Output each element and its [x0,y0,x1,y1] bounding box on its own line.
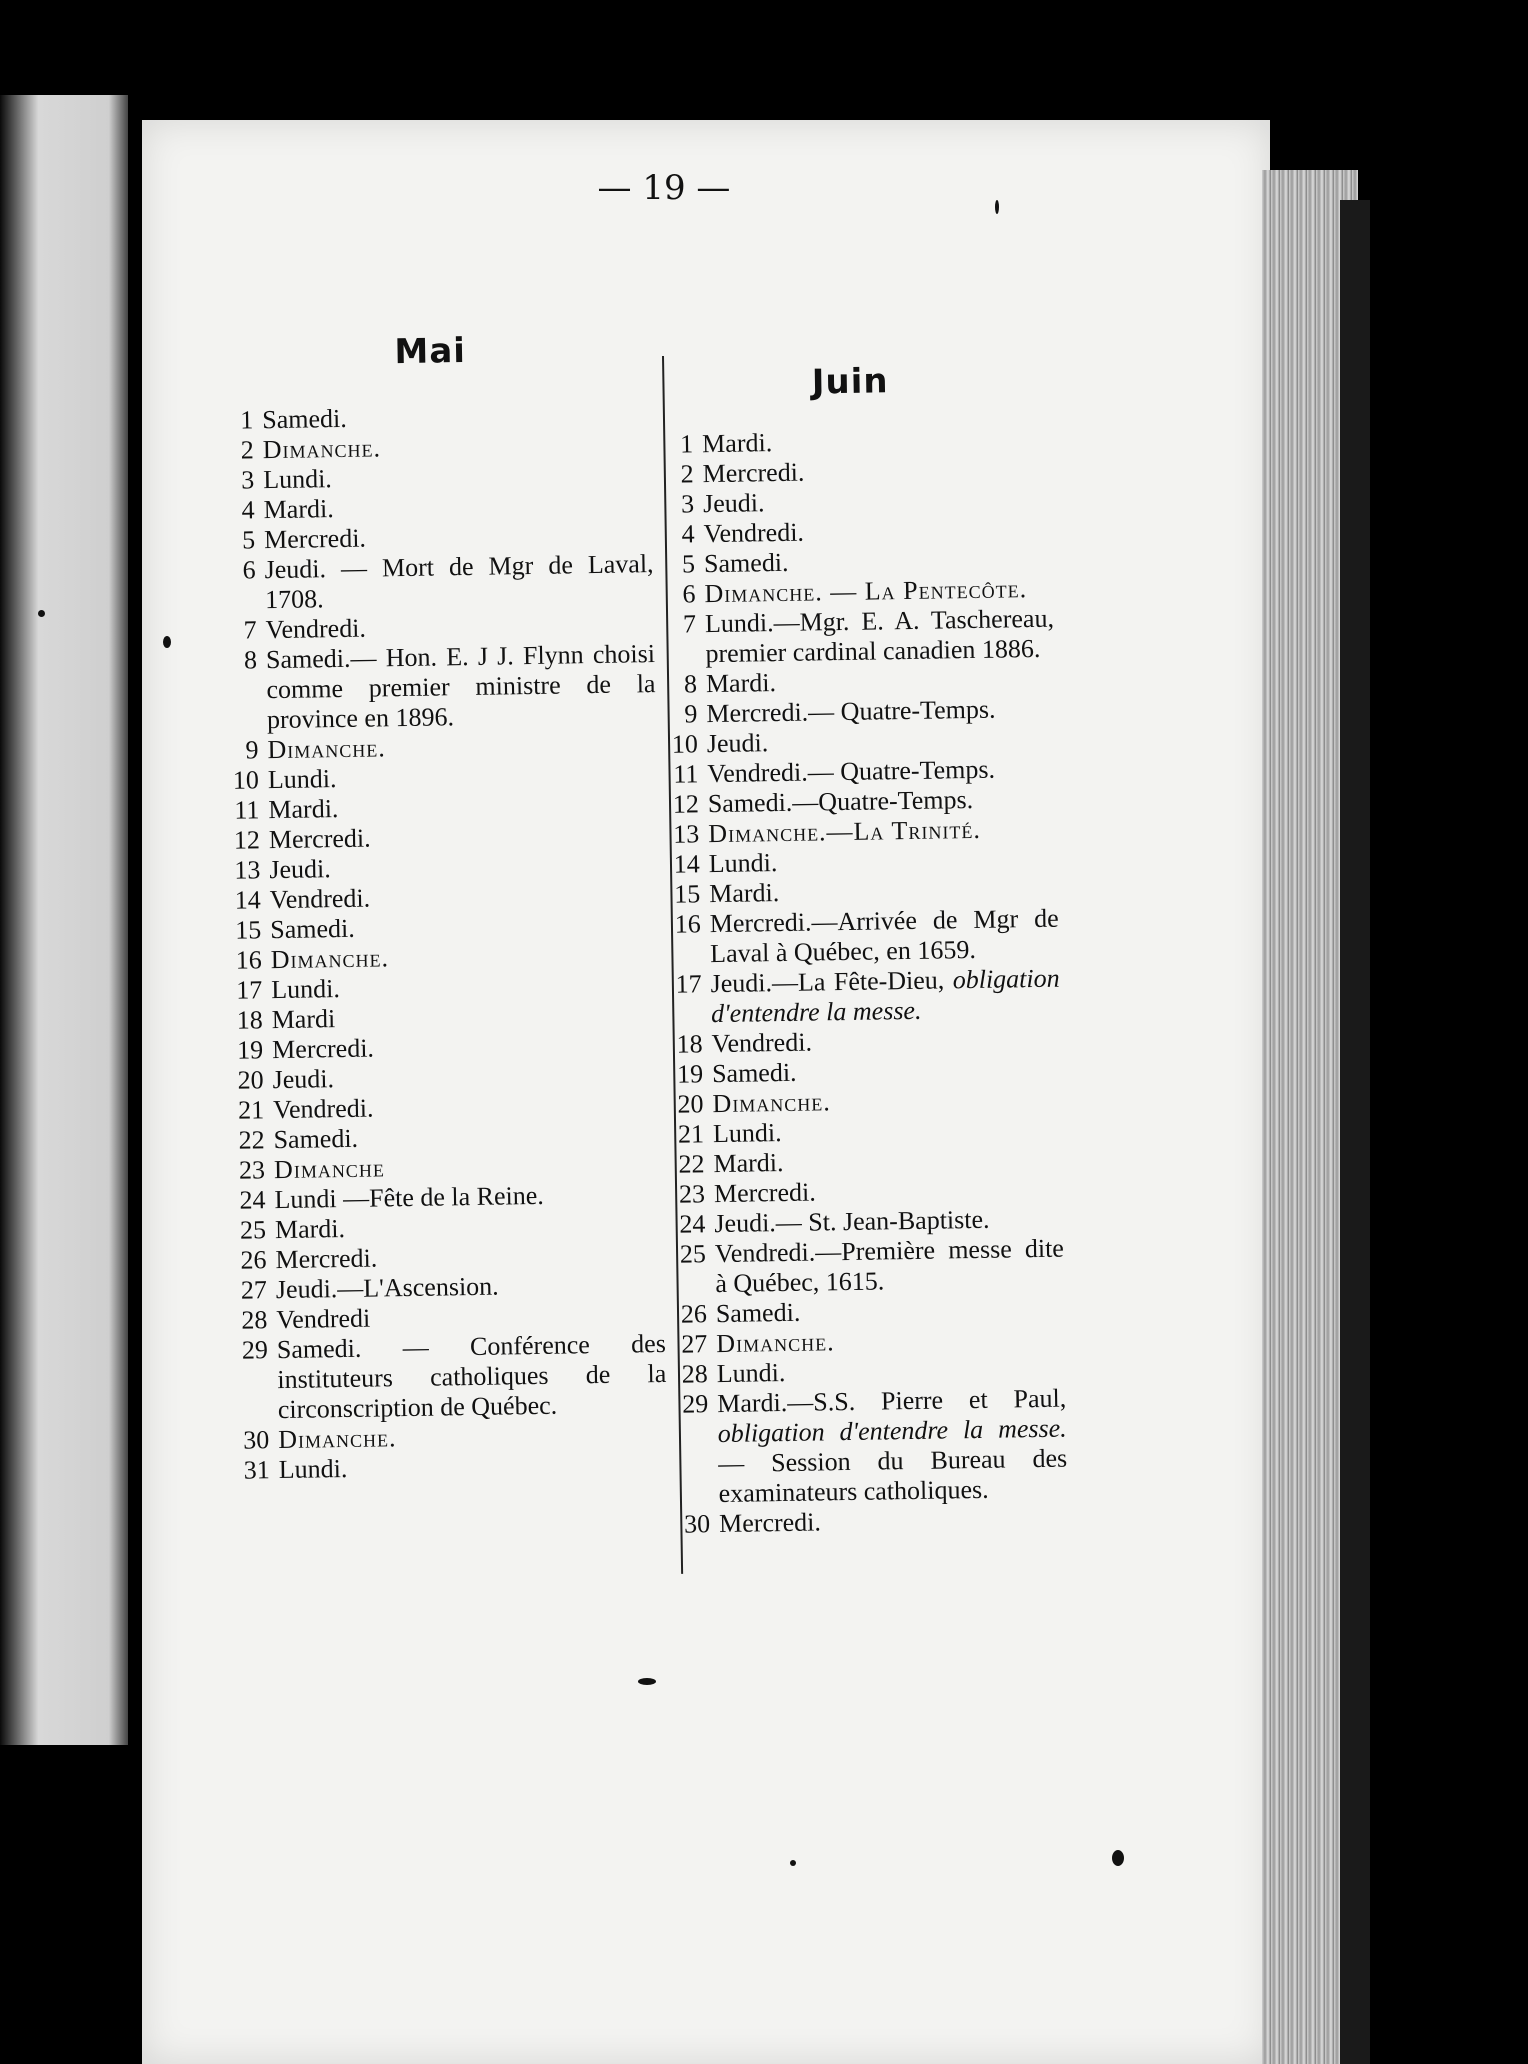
day-number: 5 [681,549,696,579]
day-label: Mardi. [709,878,780,909]
day-label: Dimanche. [262,433,382,465]
day-label: Dimanche [273,1153,386,1185]
day-label: Mardi. [274,1213,346,1245]
ink-speck [995,200,999,214]
day-number: 9 [684,699,698,729]
day-number: 22 [678,1149,705,1179]
mai-entry [226,1329,667,1426]
day-number: 28 [681,1359,709,1389]
day-label: Mercredi. [713,1177,816,1209]
day-number: 13 [673,819,700,849]
day-number: 31 [243,1455,270,1485]
day-number: 8 [683,669,698,699]
day-text [266,639,656,735]
day-number: 4 [241,495,255,525]
day-number: 22 [238,1125,265,1155]
day-number: 23 [238,1155,266,1185]
day-number: 29 [241,1335,269,1365]
day-number: 24 [239,1185,266,1215]
day-text [279,1449,668,1485]
ink-speck [638,1678,656,1685]
day-number: 26 [680,1299,708,1329]
juin-entry [654,604,1055,670]
day-number: 19 [236,1035,264,1065]
juin-column [650,361,1068,1540]
day-label: Mercredi. [271,1033,375,1065]
day-label: Vendredi.—Première messe dite à Québec, 1615. [714,1233,1065,1299]
day-label: Lundi. [278,1453,348,1485]
day-number: 30 [683,1509,711,1539]
day-number: 4 [681,519,695,549]
day-label: Jeudi. [269,854,331,885]
day-label: Samedi. [715,1297,801,1329]
day-label: Mercredi.—Arrivée de Mgr de Laval à Québec, en 1659. [709,903,1059,969]
day-label: Lundi. [712,1118,782,1149]
day-number: 20 [237,1065,264,1095]
mai-entry [213,549,654,616]
day-number: 16 [674,909,701,939]
day-label: Samedi. [703,547,789,579]
day-label: Vendredi. [272,1093,374,1125]
day-number: 9 [245,735,259,765]
day-text [705,604,1055,669]
day-label: Vendredi. [265,613,367,645]
day-label: Mercredi. [702,457,805,489]
day-number: 3 [680,489,695,519]
page-number: — 19 — [597,168,731,208]
day-number: 16 [235,945,262,975]
mai-column [210,330,668,1486]
day-number: 15 [235,915,262,945]
juin-entry [659,964,1060,1030]
day-label: Dimanche. [278,1423,397,1455]
day-number: 24 [679,1209,706,1239]
day-label: Lundi. [708,848,778,879]
juin-entry [668,1504,1068,1540]
ink-speck [790,1860,796,1866]
day-label: Dimanche. [270,943,390,975]
day-number: 23 [678,1179,706,1209]
day-label: Samedi. [273,1123,359,1155]
day-number: 6 [682,579,696,609]
day-text [264,549,654,615]
day-label: Dimanche. [267,733,386,765]
day-label: Jeudi. [272,1064,335,1095]
day-text [277,1329,667,1425]
day-label: Mardi [271,1004,336,1035]
day-number: 14 [234,885,262,915]
day-label: Dimanche. [712,1087,832,1119]
day-number: 18 [236,1005,263,1035]
day-label: Mardi.—S.S. Pierre et Paul, [717,1383,1067,1419]
juin-entry [664,1234,1065,1300]
mai-entry-list [211,399,668,1486]
day-number: 10 [232,765,260,795]
day-label: Mardi. [263,494,334,525]
day-number: 18 [676,1029,703,1059]
day-number: 12 [672,789,700,819]
juin-entry [666,1384,1068,1510]
day-note: — Session du Bureau des examinateurs catholiques. [717,1443,1068,1509]
day-label: Samedi.— Hon. E. J J. Flynn choisi comme premier ministre de la province en 1896. [265,639,656,735]
obligation-note: obligation d'entendre la messe. [710,963,1060,1029]
day-text [710,964,1060,1029]
day-label: Lundi. [267,764,337,795]
day-label: Mercredi. [718,1507,822,1539]
day-number: 21 [677,1119,705,1149]
facing-page-edge [0,95,128,1745]
day-label: Mercredi. [268,823,371,855]
day-number: 17 [235,975,263,1005]
day-number: 25 [239,1215,267,1245]
day-label: Jeudi.—La Fête-Dieu, [710,965,945,999]
day-label: Lundi. [262,464,333,495]
day-number: 19 [676,1059,704,1089]
day-label: Jeudi.— St. Jean-Baptiste. [714,1204,990,1239]
day-label: Lundi.—Mgr. E. A. Taschereau, premier cardinal canadien 1886. [704,603,1055,669]
day-number: 2 [240,435,254,465]
day-label: Mercredi. [275,1243,378,1275]
day-number: 20 [677,1089,704,1119]
day-label: Mardi. [705,668,777,699]
day-number: 28 [241,1305,268,1335]
day-number: 10 [671,729,699,759]
juin-entry [658,904,1059,970]
obligation-note: obligation d'entendre la messe. [717,1413,1067,1449]
day-number: 12 [233,825,261,855]
day-number: 3 [240,465,255,495]
day-label: Jeudi. — Mort de Mgr de Laval, 1708. [264,549,654,615]
day-label: Vendredi. [703,517,805,549]
day-label: Lundi. [716,1357,786,1389]
day-label: Vendredi.— Quatre-Temps. [707,754,996,789]
day-label: Dimanche. — La Pentecôte. [704,574,1028,609]
day-label: Vendredi [276,1303,371,1335]
mai-entry [215,639,656,736]
day-text [709,904,1059,969]
day-label: Samedi. [711,1057,797,1089]
day-number: 25 [679,1239,707,1269]
day-number: 27 [240,1275,268,1305]
day-number: 1 [240,405,254,435]
day-number: 11 [234,795,260,825]
day-label: Samedi.—Quatre-Temps. [707,784,974,819]
day-label: Jeudi. [706,728,769,759]
day-number: 15 [674,879,701,909]
ink-speck [163,636,171,648]
day-label: Dimanche. [716,1327,835,1359]
day-label: Mardi. [701,428,773,459]
day-number: 17 [675,969,702,999]
day-number: 21 [237,1095,265,1125]
day-number: 29 [682,1389,709,1419]
day-number: 14 [673,849,700,879]
ink-speck [1112,1850,1124,1866]
day-label: Lundi. [270,974,341,1005]
juin-entry-list [651,424,1068,1540]
day-label: Samedi. [270,913,355,945]
day-number: 26 [240,1245,267,1275]
day-label: Dimanche.—La Trinité. [708,814,982,849]
day-text [717,1384,1068,1509]
day-label: Mardi. [713,1148,784,1179]
day-number: 6 [242,555,256,585]
day-text [715,1234,1065,1299]
day-number: 13 [234,855,261,885]
ink-speck [38,610,45,617]
day-number: 8 [243,645,258,675]
day-number: 7 [243,615,257,645]
day-label: Lundi —Fête de la Reine. [274,1180,545,1215]
day-number: 7 [682,609,697,639]
day-number: 2 [680,459,694,489]
day-label: Vendredi. [711,1027,813,1059]
juin-title: Juin [811,361,889,403]
day-number: 1 [679,429,694,459]
day-label: Samedi. — Conférence des instituteurs catholiques de la circonscription de Québec. [276,1328,667,1425]
day-label: Vendredi. [269,883,371,915]
day-number: 11 [673,759,699,789]
day-label: Mardi. [268,794,339,825]
page-stack-shadow [1340,200,1370,2064]
day-label: Jeudi. [702,488,765,519]
day-label: Samedi. [262,403,347,435]
day-label: Jeudi.—L'Ascension. [275,1271,499,1305]
day-label: Mercredi. [263,523,367,555]
day-text [719,1504,1068,1539]
day-label: Mercredi.— Quatre-Temps. [706,694,996,729]
day-number: 5 [241,525,256,555]
day-number: 30 [243,1425,270,1455]
day-number: 27 [681,1329,708,1359]
mai-title: Mai [394,330,467,373]
